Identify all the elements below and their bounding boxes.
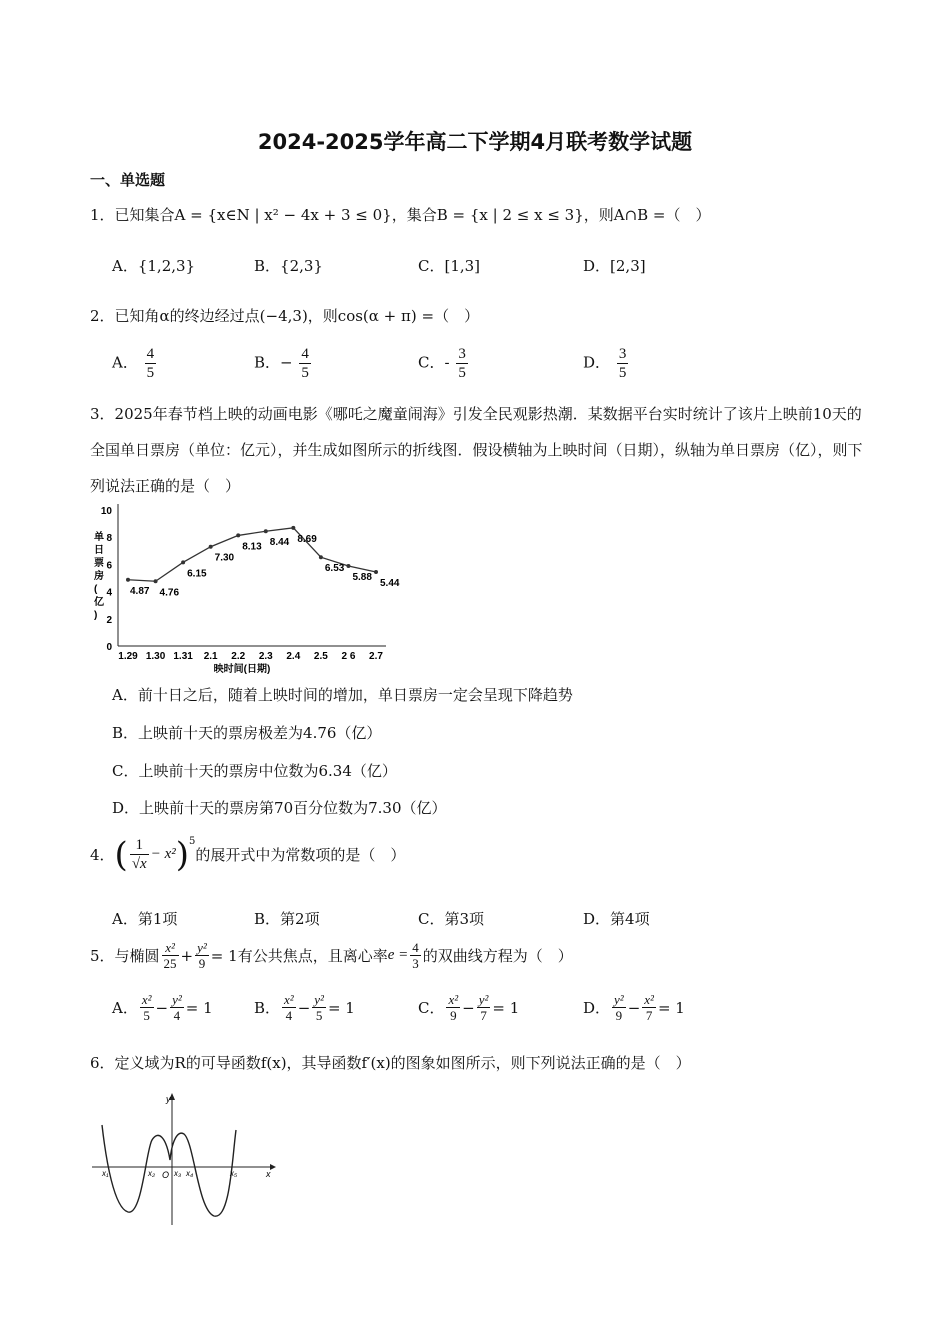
q3-option-a: A．前十日之后，随着上映时间的增加，单日票房一定会呈现下降趋势 xyxy=(112,686,573,704)
q2-a-fraction xyxy=(145,345,157,382)
q5-eq1: = 1 xyxy=(210,946,238,965)
x-axis-arrow xyxy=(270,1164,276,1170)
q5-ellipse-frac1 xyxy=(162,940,179,971)
chart-y-tick: 0 xyxy=(106,642,112,653)
q5-e-var: e = xyxy=(387,947,409,963)
q5-c-f2 xyxy=(477,992,491,1023)
q5-c-f1 xyxy=(446,992,460,1023)
q5-b-minus: − xyxy=(297,998,311,1017)
q2-option-b xyxy=(254,345,313,382)
q4-option-b: B．第2项 xyxy=(254,910,320,928)
q4-left-paren: ( xyxy=(114,834,128,875)
q5-ellipse-frac2 xyxy=(195,940,209,971)
q2-c-sign: - xyxy=(444,353,450,372)
chart-y-tick: 6 xyxy=(106,560,112,572)
chart-y-tick: 10 xyxy=(100,506,112,517)
q5-a-d1: 5 xyxy=(143,1008,150,1023)
chart-point xyxy=(264,529,268,533)
q2-option-a xyxy=(112,345,158,382)
chart-data-label: 4.76 xyxy=(159,587,180,599)
q5-mid: 有公共焦点，且离心率 xyxy=(237,947,388,965)
q2-option-c xyxy=(418,345,470,382)
chart-point xyxy=(236,533,240,537)
q5-a-d2: 4 xyxy=(173,1008,181,1023)
q2-b-fraction xyxy=(299,345,311,382)
q5-e-frac xyxy=(410,940,421,971)
chart-data-label: 6.15 xyxy=(187,568,207,580)
graph-label-x1: x₁ xyxy=(102,1169,109,1178)
question-6-stem: 6．定义域为R的可导函数f(x)，其导函数f′(x)的图象如图所示，则下列说法正确的是（ ） xyxy=(90,1054,691,1072)
chart-data-label: 6.53 xyxy=(324,563,345,575)
q4-tail: 的展开式中为常数项的是（ ） xyxy=(195,846,406,864)
chart-point xyxy=(126,578,130,582)
q5-a-f1 xyxy=(140,992,154,1023)
chart-data-label: 5.88 xyxy=(352,572,372,584)
q4-fraction xyxy=(130,836,149,873)
chart-x-tick: 2.7 xyxy=(369,651,383,662)
q1-option-b: B．{2,3} xyxy=(254,257,323,275)
q2-c-label: C． xyxy=(418,353,445,372)
q5-c-n1: x² xyxy=(448,992,459,1007)
chart-x-tick: 1.31 xyxy=(173,651,193,662)
chart-x-tick: 2.3 xyxy=(258,651,273,662)
graph-label-x2: x₂ xyxy=(148,1169,156,1178)
q5-c-minus: − xyxy=(462,998,475,1017)
q5-tail: 的双曲线方程为（ ） xyxy=(422,947,573,965)
q2-d-num: 3 xyxy=(618,346,627,362)
q5-a-n1: x² xyxy=(141,992,152,1007)
chart-root xyxy=(93,504,400,675)
q2-a-label: A． xyxy=(112,353,138,372)
q2-d-label: D． xyxy=(583,353,611,372)
q5-b-d1: 4 xyxy=(285,1008,293,1023)
section-heading: 一、单选题 xyxy=(90,171,166,189)
q3-option-c: C．上映前十天的票房中位数为6.34（亿） xyxy=(112,762,397,780)
q4-minus-x2: − x² xyxy=(150,846,176,862)
q2-b-den: 5 xyxy=(301,365,309,381)
chart-y-tick: 4 xyxy=(106,587,112,599)
chart-point xyxy=(319,555,323,559)
q1-option-c: C．[1,3] xyxy=(418,257,481,275)
q4-power: 5 xyxy=(189,836,196,847)
q5-d-minus: − xyxy=(627,998,641,1017)
q4-option-c: C．第3项 xyxy=(418,910,485,928)
q5-option-b xyxy=(254,992,355,1023)
q5-e-num: 4 xyxy=(412,940,419,955)
q2-d-fraction xyxy=(617,345,629,382)
chart-data-label: 4.87 xyxy=(130,585,150,597)
q5-e-d1: 25 xyxy=(163,956,177,971)
question-5-stem: 5．与椭圆 $\frac{\text{x²}}{25}$ + $\frac{\text{y²}}{9}$ = 1 有公共焦点，且离心率 e = $\frac{4}{3}$ 的双曲线方程为（ ） xyxy=(90,940,573,971)
graph-label-x5: x₅ xyxy=(230,1169,238,1178)
q5-b-label: B． xyxy=(254,999,281,1017)
q2-a-den: 5 xyxy=(146,365,155,381)
q5-option-c xyxy=(418,992,519,1023)
q5-a-minus: − xyxy=(155,998,169,1017)
chart-data-label: 8.44 xyxy=(269,537,290,549)
q5-e-n2: y² xyxy=(197,940,207,955)
q2-option-d xyxy=(583,345,630,382)
q5-a-label: A． xyxy=(112,999,138,1017)
q5-c-eq: = 1 xyxy=(492,998,520,1017)
q5-option-a xyxy=(112,992,213,1023)
graph-label-x3: x₃ xyxy=(174,1169,182,1178)
q5-d-d2: 7 xyxy=(645,1008,653,1023)
q5-c-d2: 7 xyxy=(480,1008,487,1023)
chart-y-tick: 8 xyxy=(106,533,112,545)
chart-data-label: 7.30 xyxy=(214,552,235,564)
q4-number: 4． xyxy=(90,846,115,864)
q5-e-n1: x² xyxy=(162,940,179,956)
q2-c-den: 5 xyxy=(458,365,466,381)
q1-option-d: D．[2,3] xyxy=(583,257,646,275)
chart-y-tick: 2 xyxy=(106,614,112,626)
chart-point xyxy=(154,579,158,583)
chart-x-tick: 1.30 xyxy=(145,651,166,662)
chart-x-tick: 2.5 xyxy=(313,651,328,662)
q5-b-n2: y² xyxy=(314,992,324,1007)
chart-point xyxy=(209,545,213,549)
q5-c-d1: 9 xyxy=(450,1008,457,1023)
q5-a-n2: y² xyxy=(172,992,182,1007)
q2-b-label: B． xyxy=(254,353,281,372)
q2-c-fraction xyxy=(456,345,468,382)
q4-option-d: D．第4项 xyxy=(583,910,650,928)
q3-option-d: D．上映前十天的票房第70百分位数为7.30（亿） xyxy=(112,799,447,817)
q3-option-b: B．上映前十天的票房极差为4.76（亿） xyxy=(112,724,382,742)
q4-frac-num: 1 xyxy=(130,836,149,855)
q5-e-den: 3 xyxy=(412,956,419,971)
q5-d-d1: 9 xyxy=(615,1008,623,1023)
chart-x-tick: 2 6 xyxy=(341,651,356,662)
q4-right-paren: ) xyxy=(175,834,189,875)
derivative-graph xyxy=(90,1090,280,1230)
q2-b-sign: − xyxy=(280,353,293,372)
q5-a-f2 xyxy=(170,992,184,1023)
q5-a-eq: = 1 xyxy=(185,998,213,1017)
chart-data-label: 5.44 xyxy=(380,578,400,590)
q2-d-den: 5 xyxy=(618,365,627,381)
q4-option-a: A．第1项 xyxy=(112,910,178,928)
chart-data-label: 8.13 xyxy=(242,541,262,553)
q5-d-f1 xyxy=(612,992,626,1023)
chart-point xyxy=(291,526,295,530)
q5-b-f1 xyxy=(282,992,296,1023)
chart-y-label: 单日票房(亿) xyxy=(94,532,104,621)
graph-label-origin: O xyxy=(162,1170,170,1180)
graph-label-x: x xyxy=(266,1169,271,1179)
chart-x-tick: 2.2 xyxy=(231,651,246,662)
q5-d-f2 xyxy=(642,992,656,1023)
q5-b-d2: 5 xyxy=(315,1008,323,1023)
q4-frac-den: √x xyxy=(131,856,147,872)
page-title: 2024-2025学年高二下学期4月联考数学试题 xyxy=(257,130,693,154)
q5-b-eq: = 1 xyxy=(327,998,355,1017)
box-office-line-chart xyxy=(86,500,406,678)
q2-c-num: 3 xyxy=(458,346,466,362)
chart-point xyxy=(346,564,350,568)
q5-e-d2: 9 xyxy=(198,956,206,971)
q5-d-n1: y² xyxy=(614,992,624,1007)
chart-x-tick: 2.1 xyxy=(203,651,218,662)
chart-x-label: 映时间(日期) xyxy=(213,664,271,675)
graph-label-x4: x₄ xyxy=(186,1169,194,1178)
chart-point xyxy=(181,560,185,564)
q5-b-f2 xyxy=(312,992,326,1023)
question-4-stem xyxy=(90,836,405,873)
chart-data-label: 8.69 xyxy=(297,533,317,545)
q5-b-n1: x² xyxy=(284,992,294,1007)
q5-d-eq: = 1 xyxy=(657,998,685,1017)
q5-d-n2: x² xyxy=(644,992,654,1007)
q1-option-a: A．{1,2,3} xyxy=(112,257,196,275)
q5-c-label: C． xyxy=(418,999,445,1017)
q5-pre: 5．与椭圆 xyxy=(90,947,160,965)
question-2-stem: 2．已知角α的终边经过点(−4,3)，则cos(α + π) =（ ） xyxy=(90,307,480,325)
chart-point xyxy=(374,570,378,574)
q2-a-num: 4 xyxy=(146,346,155,362)
q5-option-d xyxy=(583,992,685,1023)
q2-b-num: 4 xyxy=(301,346,309,362)
q5-c-n2: y² xyxy=(478,992,489,1007)
question-1-stem: 1．已知集合A = {x∈N | x² − 4x + 3 ≤ 0}，集合B = {x | 2 ≤ x ≤ 3}，则A∩B =（ ） xyxy=(90,206,711,224)
question-3-stem: 3．2025年春节档上映的动画电影《哪吒之魔童闹海》引发全民观影热潮．某数据平台实时统计了该片上映前10天的全国单日票房（单位：亿元），并生成如图所示的折线图．假设横轴为上映时间（日期），纵轴为单日票房（亿），则下列说法正确的是（ ） xyxy=(90,405,863,495)
graph-label-y: y xyxy=(166,1094,171,1104)
q5-d-label: D． xyxy=(583,999,611,1017)
chart-x-tick: 1.29 xyxy=(118,651,138,662)
chart-x-tick: 2.4 xyxy=(286,651,301,662)
